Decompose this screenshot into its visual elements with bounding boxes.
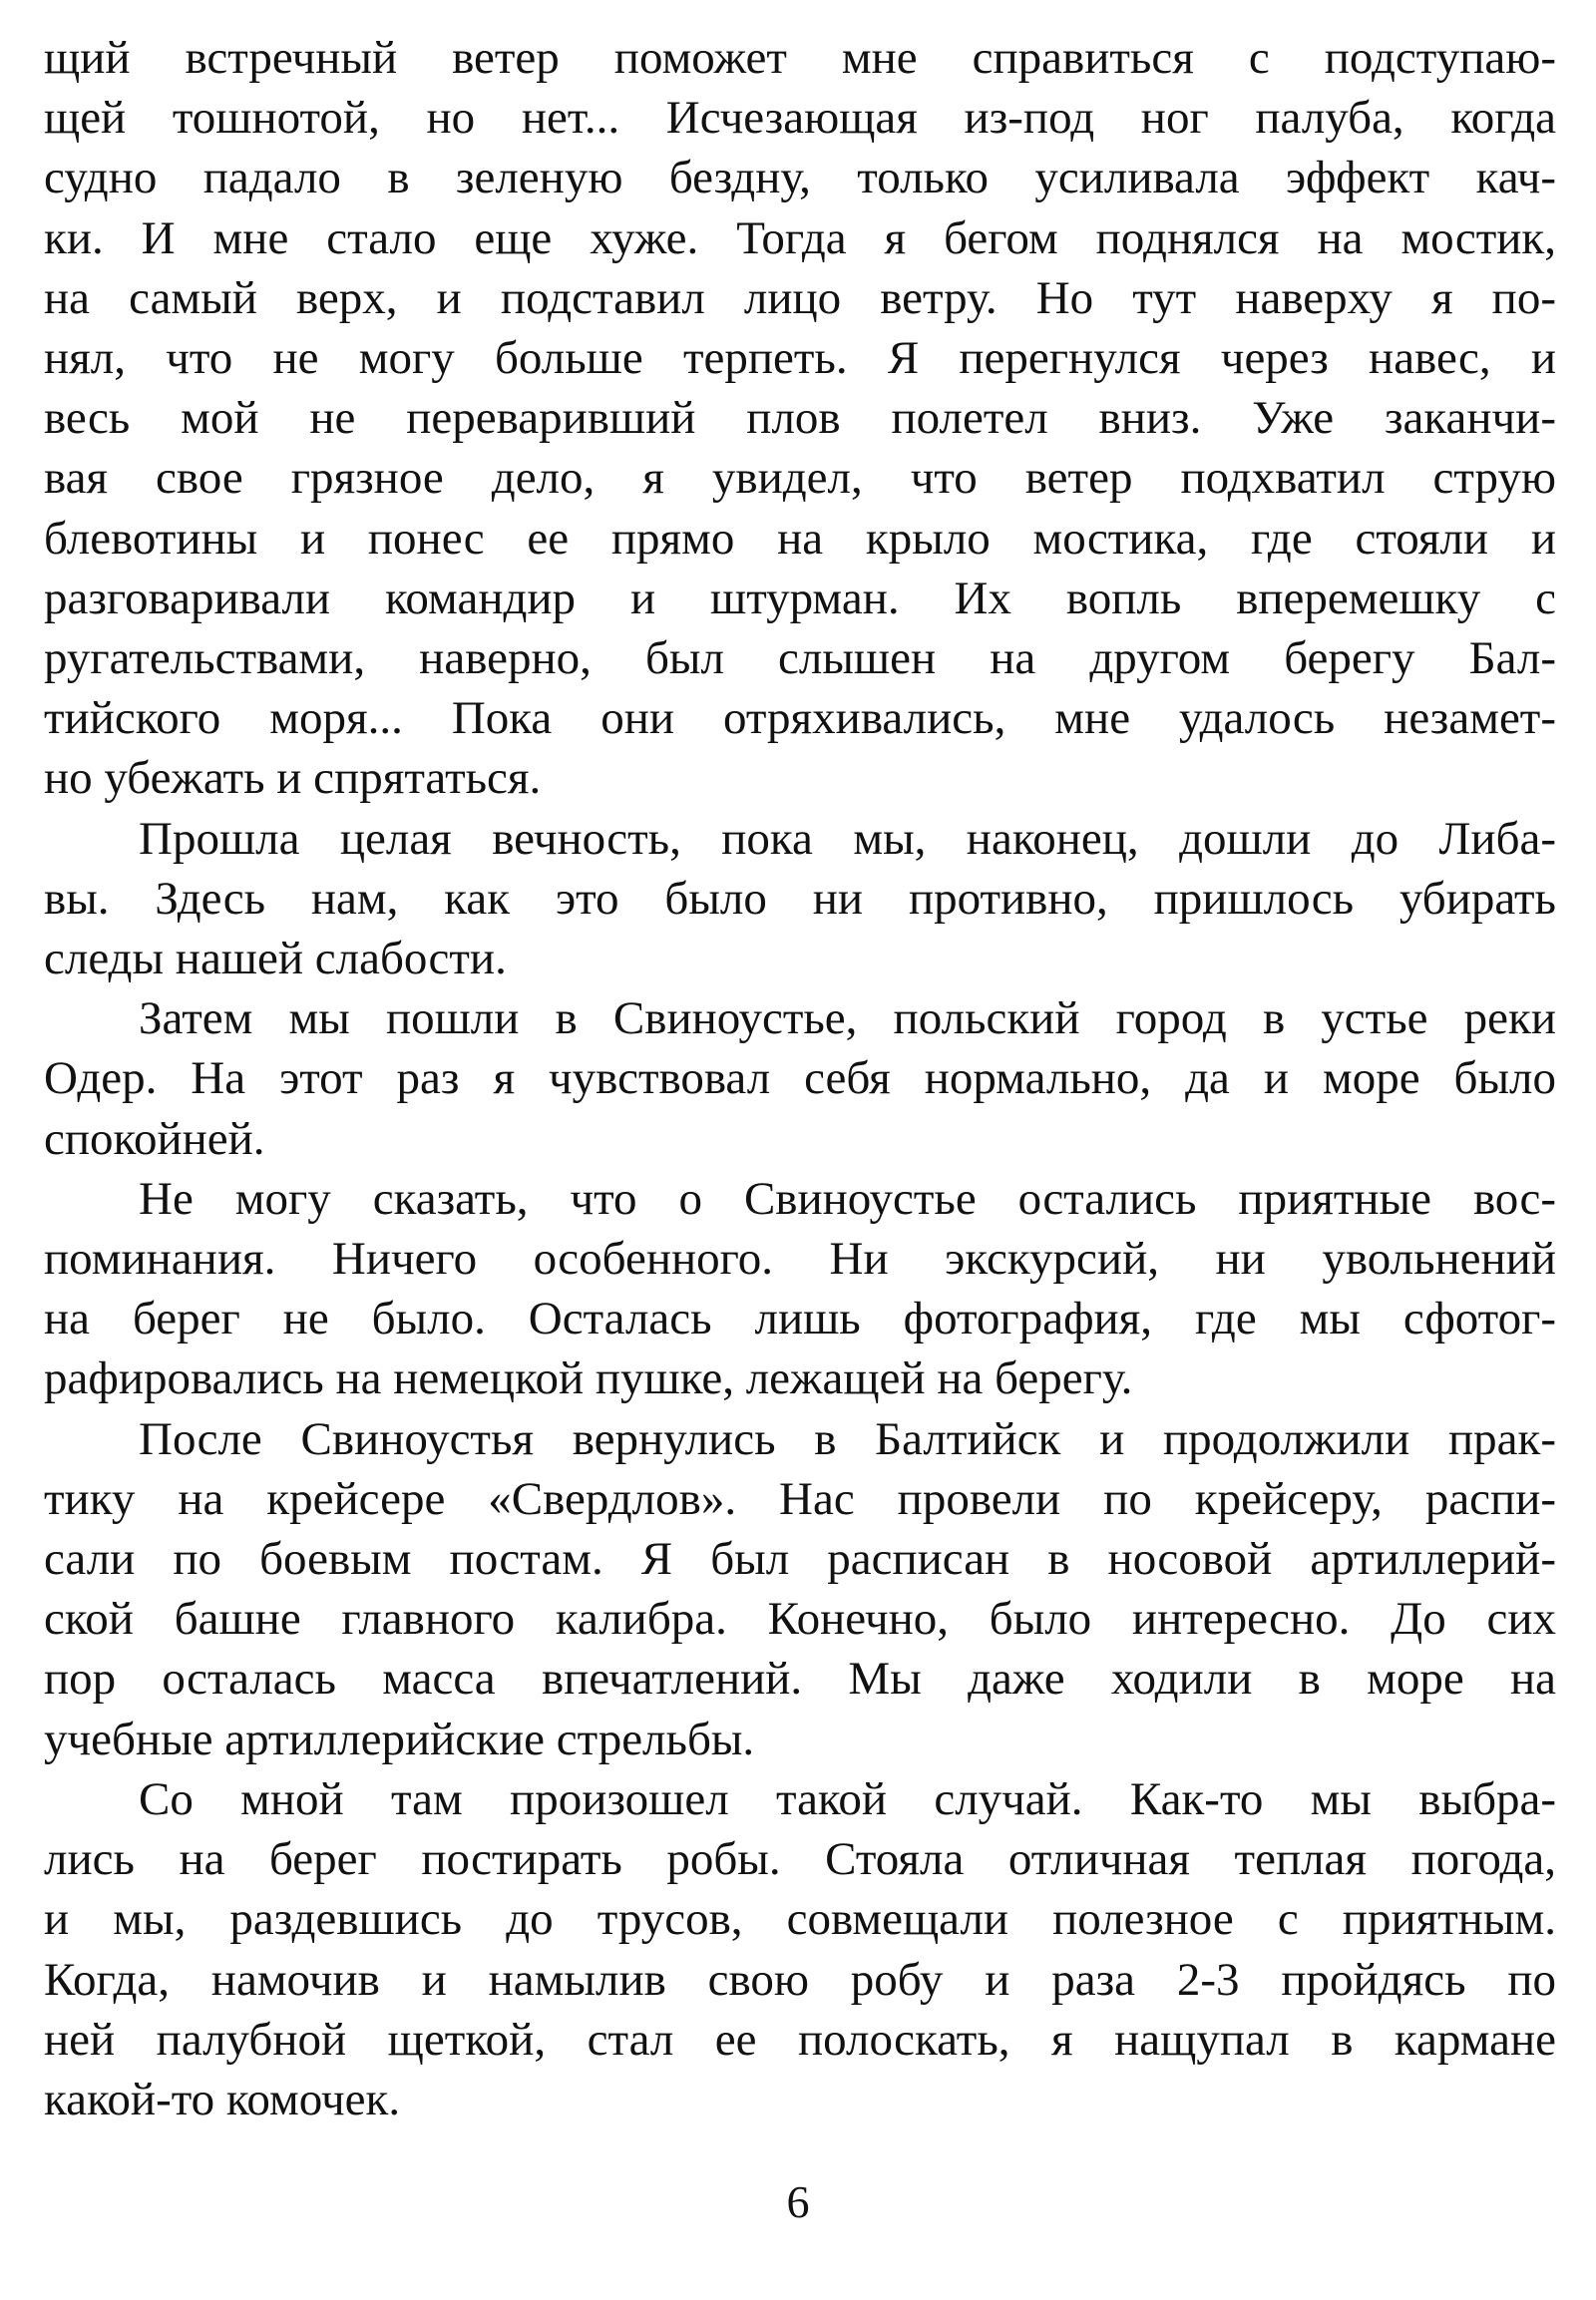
text-line: тику на крейсере «Свердлов». Нас провели по крейсеру, распи- [44,1472,1556,1525]
paragraph [44,1409,1556,1769]
text-line: Одер. На этот раз я чувствовал себя нормально, да и море было [44,1052,1556,1105]
text-line: щей тошнотой, но нет... Исчезающая из-под ног палуба, когда [44,92,1556,145]
text-line: Затем мы пошли в Свиноустье, польский город в устье реки [139,992,1556,1045]
page-number: 6 [786,2176,810,2227]
text-line: Когда, намочив и намылив свою робу и раза 2-3 пройдясь по [44,1953,1556,2006]
text-line: пор осталась масса впечатлений. Мы даже ходили в море на [44,1653,1556,1706]
text-line: Не могу сказать, что о Свиноустье остались приятные вос- [139,1172,1556,1225]
body-text [44,28,1556,2129]
text-line: спокойней. [44,1112,265,1165]
paragraph [44,1769,1556,2129]
text-line: Со мной там произошел такой случай. Как-то мы выбра- [139,1772,1556,1825]
text-line: ской башне главного калибра. Конечно, было интересно. До сих [44,1593,1556,1646]
paragraph [44,1169,1556,1409]
text-line: судно падало в зеленую бездну, только усиливала эффект кач- [44,152,1556,204]
text-line: нял, что не могу больше терпеть. Я перегнулся через навес, и [44,332,1556,385]
text-line: вы. Здесь нам, как это было ни противно, пришлось убирать [44,872,1556,925]
text-line: ки. И мне стало еще хуже. Тогда я бегом поднялся на мостик, [44,211,1556,264]
text-line: Прошла целая вечность, пока мы, наконец, дошли до Либа- [139,812,1556,865]
text-line: лись на берег постирать робы. Стояла отличная теплая погода, [44,1833,1556,1886]
text-line: ней палубной щеткой, стал ее полоскать, я нащупал в кармане [44,2013,1556,2066]
text-line: тийского моря... Пока они отряхивались, мне удалось незамет- [44,692,1556,745]
paragraph [44,28,1556,809]
text-line: поминания. Ничего особенного. Ни экскурсий, ни увольнений [44,1233,1556,1286]
text-line: разговаривали командир и штурман. Их вопль вперемешку с [44,572,1556,624]
text-line: на берег не было. Осталась лишь фотография, где мы сфотог- [44,1293,1556,1345]
text-line: на самый верх, и подставил лицо ветру. Но тут наверху я по- [44,271,1556,324]
text-line: какой-то комочек. [44,2073,401,2125]
paragraph [44,809,1556,989]
text-line: вая свое грязное дело, я увидел, что ветер подхватил струю [44,452,1556,505]
paragraph [44,988,1556,1169]
text-line: весь мой не переваривший плов полетел вниз. Уже заканчи- [44,392,1556,445]
text-line: следы нашей слабости. [44,933,507,985]
text-line: блевотины и понес ее прямо на крыло мостика, где стояли и [44,512,1556,565]
text-line: щий встречный ветер поможет мне справиться с подступаю- [44,32,1556,84]
text-line: сали по боевым постам. Я был расписан в носовой артиллерий- [44,1533,1556,1586]
text-line: и мы, раздевшись до трусов, совмещали полезное с приятным. [44,1893,1556,1946]
text-line: но убежать и спрятаться. [44,752,542,805]
text-line: рафировались на немецкой пушке, лежащей на берегу. [44,1352,1133,1405]
text-line: ругательствами, наверно, был слышен на другом берегу Бал- [44,632,1556,685]
text-line: После Свиноустья вернулись в Балтийск и продолжили прак- [139,1412,1556,1465]
text-line: учебные артиллерийские стрельбы. [44,1713,755,1765]
